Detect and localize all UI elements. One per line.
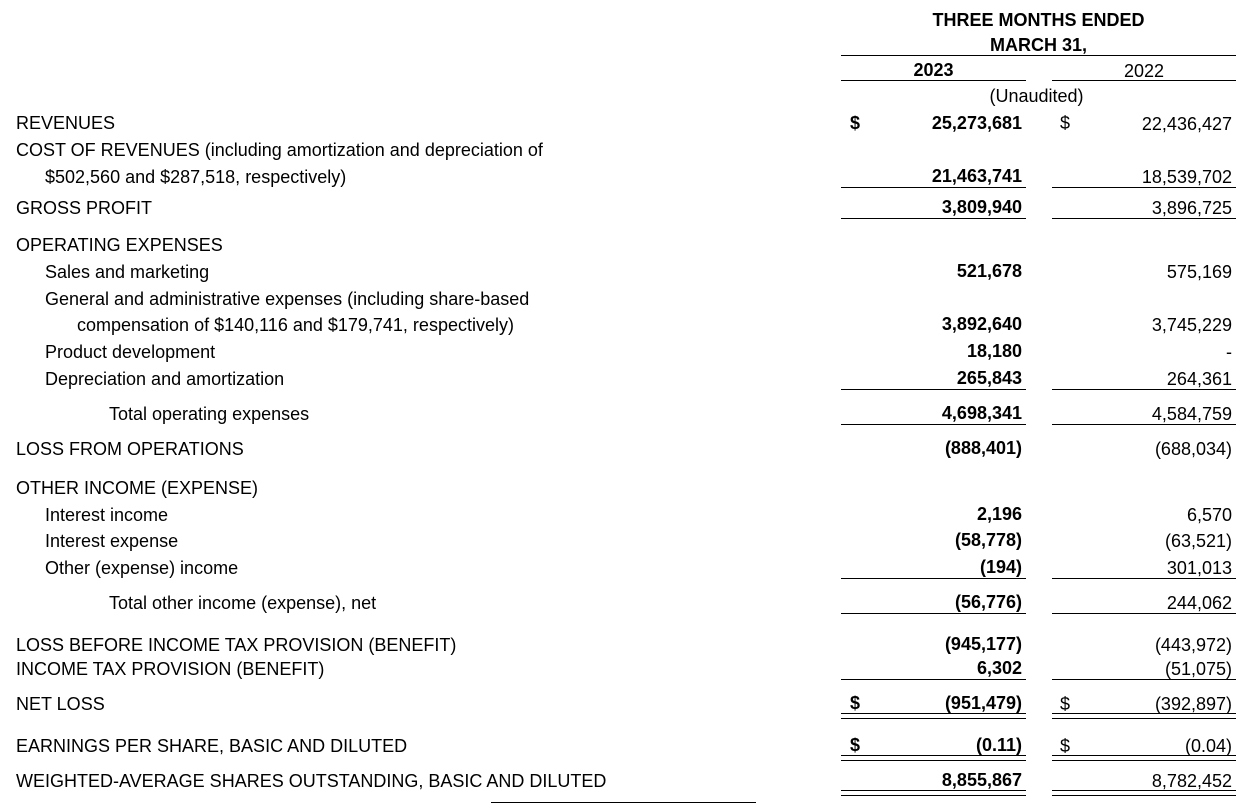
row-label-other-expense-income: Other (expense) income [45,558,239,578]
total-double-rule [1052,790,1236,796]
currency-symbol: $ [850,693,861,713]
value-2022-weighted-shares: 8,782,452 [1151,771,1232,791]
subtotal-rule [1052,578,1236,579]
subtotal-rule [1052,187,1236,188]
subtotal-rule [1052,218,1236,219]
section-label-operating-expenses: OPERATING EXPENSES [16,235,223,255]
value-2022-eps: (0.04) [1184,736,1232,756]
row-label-general-admin-detail: compensation of $140,116 and $179,741, respectively) [77,315,514,335]
value-2022-loss-operations: (688,034) [1154,439,1232,459]
row-label-interest-income: Interest income [45,505,169,525]
period-header-date: MARCH 31, [989,35,1087,55]
column-rule-2022 [1052,80,1236,81]
value-2023-general-admin: 3,892,640 [941,314,1022,334]
row-label-interest-expense: Interest expense [45,531,179,551]
subtotal-rule [1052,389,1236,390]
unaudited-note: (Unaudited) [989,86,1084,106]
row-label-total-other: Total other income (expense), net [109,593,377,613]
value-2022-interest-expense: (63,521) [1164,531,1232,551]
value-2022-other-expense-income: 301,013 [1166,558,1232,578]
row-label-sales-marketing: Sales and marketing [45,262,210,282]
value-2022-interest-income: 6,570 [1186,505,1232,525]
currency-symbol: $ [850,113,861,133]
value-2023-weighted-shares: 8,855,867 [941,770,1022,790]
column-rule-2023 [841,80,1026,81]
row-label-total-operating: Total operating expenses [109,404,310,424]
value-2023-loss-operations: (888,401) [944,438,1022,458]
column-header-2023: 2023 [913,60,954,80]
value-2023-total-operating: 4,698,341 [941,403,1022,423]
subtotal-rule [841,389,1026,390]
row-label-weighted-shares: WEIGHTED-AVERAGE SHARES OUTSTANDING, BASIC AND DILUTED [16,771,607,791]
row-label-cost-of-revenues: COST OF REVENUES (including amortization and depreciation of [16,140,543,160]
value-2022-net-loss: (392,897) [1154,694,1232,714]
row-label-net-loss: NET LOSS [16,694,105,714]
value-2022-loss-before-tax: (443,972) [1154,635,1232,655]
row-label-revenues: REVENUES [16,113,116,133]
currency-symbol: $ [1060,113,1071,133]
value-2022-total-operating: 4,584,759 [1151,404,1232,424]
subtotal-rule [841,424,1026,425]
value-2023-interest-expense: (58,778) [954,530,1022,550]
value-2022-income-tax: (51,075) [1164,659,1232,679]
value-2023-other-expense-income: (194) [979,557,1022,577]
total-double-rule [1052,713,1236,719]
column-header-2022: 2022 [1123,61,1165,81]
row-label-cost-of-revenues-detail: $502,560 and $287,518, respectively) [45,167,347,187]
value-2022-total-other: 244,062 [1166,593,1232,613]
total-double-rule [841,790,1026,796]
value-2022-revenues: 22,436,427 [1141,114,1232,134]
value-2022-sales-marketing: 575,169 [1166,262,1232,282]
value-2022-cost-of-revenues: 18,539,702 [1141,167,1232,187]
currency-symbol: $ [850,735,861,755]
section-label-other-income: OTHER INCOME (EXPENSE) [16,478,259,498]
value-2023-eps: (0.11) [975,735,1022,755]
value-2023-gross-profit: 3,809,940 [941,197,1022,217]
subtotal-rule [1052,679,1236,680]
value-2023-cost-of-revenues: 21,463,741 [931,166,1022,186]
subtotal-rule [1052,424,1236,425]
row-label-loss-operations: LOSS FROM OPERATIONS [16,439,244,459]
period-header: THREE MONTHS ENDED [932,10,1145,30]
value-2023-loss-before-tax: (945,177) [944,634,1022,654]
currency-symbol: $ [1060,736,1071,756]
row-label-income-tax: INCOME TAX PROVISION (BENEFIT) [16,659,325,679]
row-label-gross-profit: GROSS PROFIT [16,198,153,218]
row-label-general-admin: General and administrative expenses (including share-based [45,289,530,309]
value-2023-income-tax: 6,302 [976,658,1022,678]
subtotal-rule [841,613,1026,614]
subtotal-rule [841,218,1026,219]
total-double-rule [841,713,1026,719]
value-2022-general-admin: 3,745,229 [1151,315,1232,335]
subtotal-rule [1052,613,1236,614]
subtotal-rule [841,187,1026,188]
header-rule [841,55,1236,56]
value-2023-revenues: 25,273,681 [931,113,1022,133]
value-2023-product-development: 18,180 [966,341,1022,361]
value-2023-net-loss: (951,479) [944,693,1022,713]
row-label-depreciation: Depreciation and amortization [45,369,285,389]
subtotal-rule [841,679,1026,680]
value-2022-depreciation: 264,361 [1166,369,1232,389]
value-2023-sales-marketing: 521,678 [956,261,1022,281]
row-label-product-development: Product development [45,342,216,362]
subtotal-rule [841,578,1026,579]
value-2023-total-other: (56,776) [954,592,1022,612]
row-label-loss-before-tax: LOSS BEFORE INCOME TAX PROVISION (BENEFIT) [16,635,457,655]
value-2023-depreciation: 265,843 [956,368,1022,388]
value-2022-gross-profit: 3,896,725 [1151,198,1232,218]
value-2023-interest-income: 2,196 [976,504,1022,524]
row-label-eps: EARNINGS PER SHARE, BASIC AND DILUTED [16,736,408,756]
total-double-rule [841,755,1026,761]
footnote-separator [491,802,756,803]
value-2022-product-development: - [1226,342,1232,362]
total-double-rule [1052,755,1236,761]
currency-symbol: $ [1060,694,1071,714]
